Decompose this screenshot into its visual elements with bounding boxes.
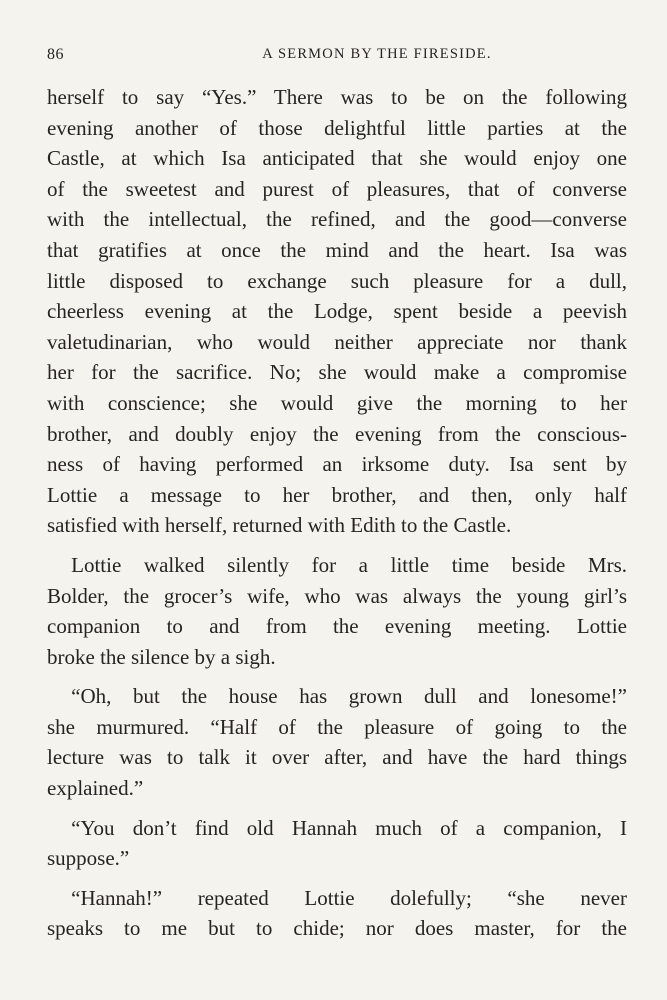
text-line: with the intellectual, the refined, and the good—converse bbox=[47, 207, 627, 232]
text-line: valetudinarian, who would neither appreciate nor thank bbox=[47, 329, 627, 354]
text-line: ness of having performed an irksome duty. Isa sent by bbox=[47, 452, 627, 477]
text-line: “Hannah!” repeated Lottie dolefully; “she never bbox=[71, 885, 627, 910]
text-line: explained.” bbox=[47, 776, 144, 801]
text-line: that gratifies at once the mind and the heart. Isa was bbox=[47, 237, 627, 262]
text-line: cheerless evening at the Lodge, spent beside a peevish bbox=[47, 299, 627, 324]
text-line: brother, and doubly enjoy the evening from the conscious- bbox=[47, 421, 627, 446]
text-line: evening another of those delightful little parties at the bbox=[47, 115, 627, 140]
running-title: A SERMON BY THE FIRESIDE. bbox=[262, 46, 492, 62]
text-line: she murmured. “Half of the pleasure of going to the bbox=[47, 714, 627, 739]
text-line: her for the sacrifice. No; she would make a compromise bbox=[47, 360, 627, 385]
text-line: satisfied with herself, returned with Edith to the Castle. bbox=[47, 513, 512, 538]
page-header bbox=[47, 46, 627, 70]
text-line: “Oh, but the house has grown dull and lonesome!” bbox=[71, 684, 627, 709]
text-line: with conscience; she would give the morning to her bbox=[47, 390, 627, 415]
body-text bbox=[47, 82, 627, 953]
text-line: “You don’t find old Hannah much of a companion, I bbox=[71, 815, 627, 840]
text-line: of the sweetest and purest of pleasures, that of converse bbox=[47, 176, 627, 201]
text-line: Bolder, the grocer’s wife, who was always the young girl’s bbox=[47, 583, 627, 608]
paragraph bbox=[47, 883, 627, 944]
text-line: Lottie walked silently for a little time beside Mrs. bbox=[71, 552, 627, 577]
page-number: 86 bbox=[47, 46, 64, 63]
text-line: companion to and from the evening meeting. Lottie bbox=[47, 614, 627, 639]
text-line: little disposed to exchange such pleasure for a dull, bbox=[47, 268, 627, 293]
text-line: Lottie a message to her brother, and then, only half bbox=[47, 482, 627, 507]
paragraph bbox=[47, 813, 627, 874]
text-line: herself to say “Yes.” There was to be on the following bbox=[47, 85, 627, 109]
text-line: lecture was to talk it over after, and have the hard things bbox=[47, 745, 627, 770]
paragraph bbox=[47, 681, 627, 803]
text-line: Castle, at which Isa anticipated that she would enjoy one bbox=[47, 146, 627, 171]
text-line: suppose.” bbox=[47, 846, 130, 871]
text-line: speaks to me but to chide; nor does master, for the bbox=[47, 916, 627, 941]
text-line: broke the silence by a sigh. bbox=[47, 644, 276, 669]
paragraph bbox=[47, 550, 627, 672]
paragraph bbox=[47, 82, 627, 541]
